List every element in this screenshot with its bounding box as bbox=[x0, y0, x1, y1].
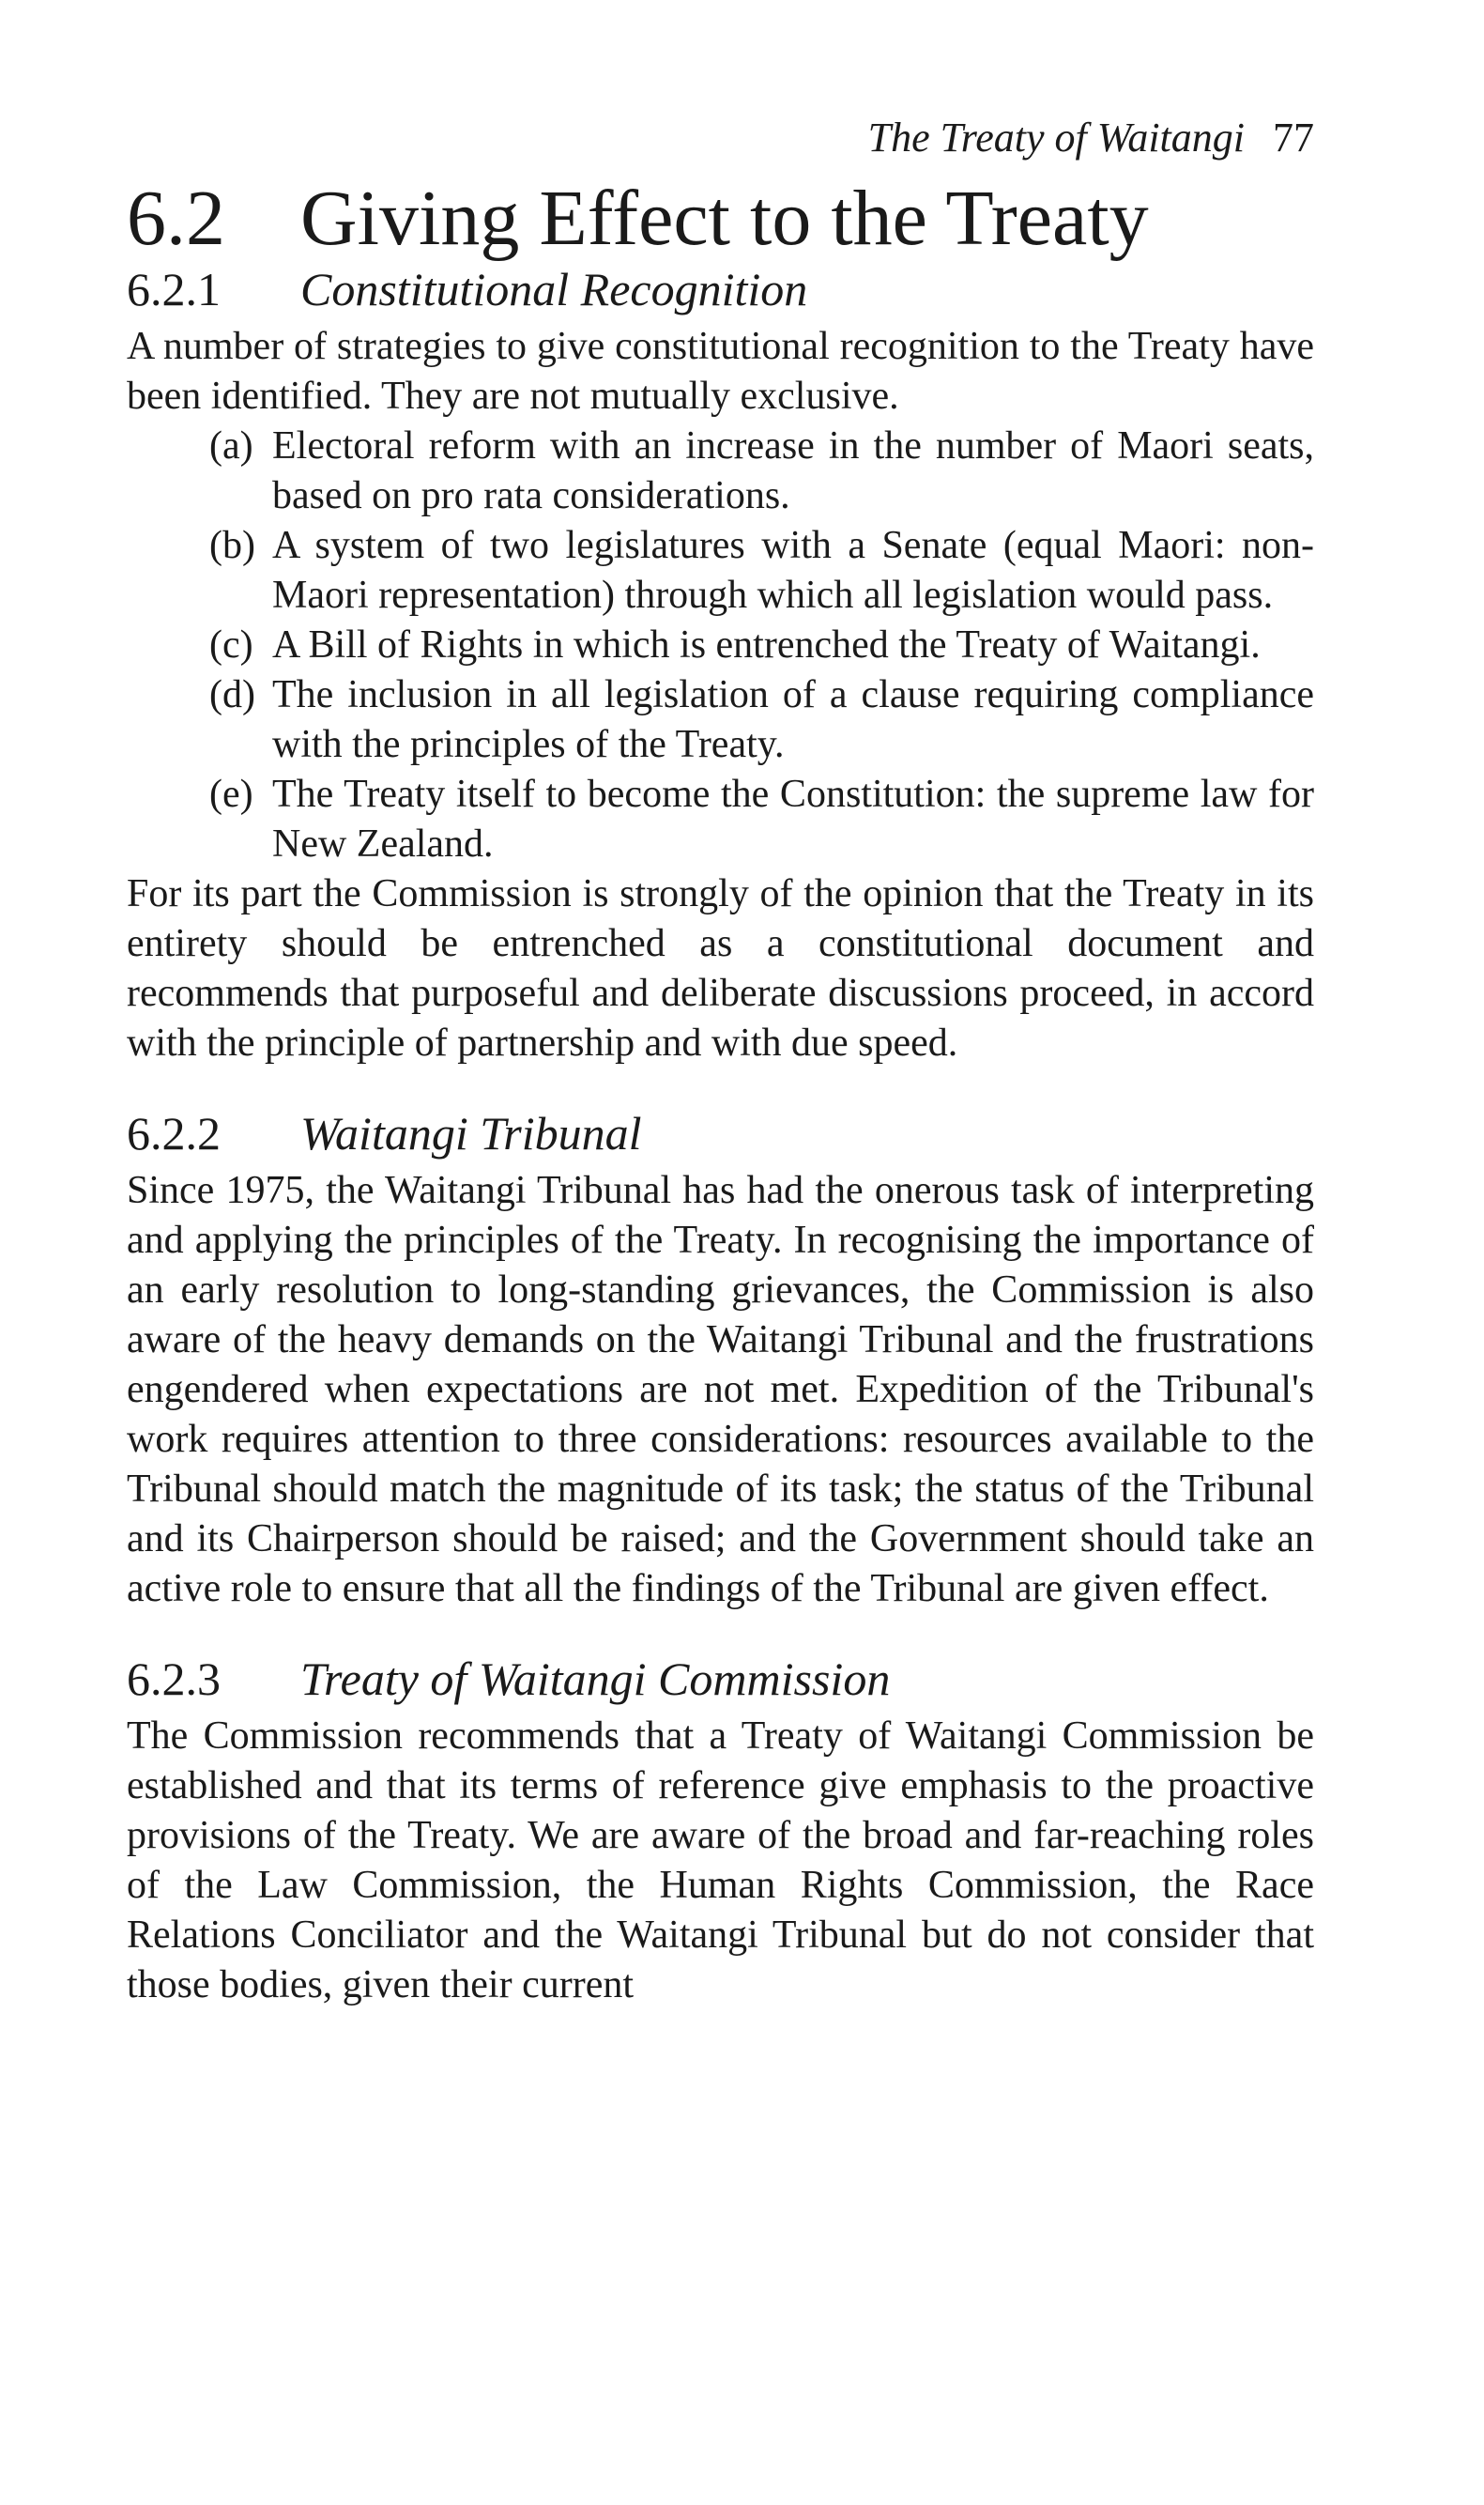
subsection-title: Constitutional Recognition bbox=[300, 263, 808, 315]
commission-paragraph: The Commission recommends that a Treaty of Waitangi Commission be established and that its terms of reference give emphasis to the proactive provisions of the Treaty. We are aware of the broad and far-reaching roles of the Law Commission, the Human Rights Commission, the Race Relations Conciliator and the Waitangi Tribunal but do not consider that those bodies, given their current bbox=[127, 1714, 1314, 2006]
tribunal-paragraph: Since 1975, the Waitangi Tribunal has had the onerous task of interpreting and applying the principles of the Treaty. In recognising the importance of an early resolution to long-standing grievances, the Commission is also aware of the heavy demands on the Waitangi Tribunal and the frustrations engendered when expectations are not met. Expedition of the Tribunal's work requires attention to three considerations: resources available to the Tribunal should match the magnitude of its task; the status of the Tribunal and its Chairperson should be raised; and the Government should take an active role to ensure that all the findings of the Tribunal are given effect. bbox=[127, 1169, 1314, 1610]
list-item bbox=[127, 422, 1314, 521]
subsection-number: 6.2.3 bbox=[127, 1652, 221, 1705]
page-number: 77 bbox=[1273, 115, 1314, 161]
list-item bbox=[127, 670, 1314, 770]
subsection-title: Waitangi Tribunal bbox=[300, 1107, 642, 1160]
subsection-number: 6.2.1 bbox=[127, 263, 221, 315]
closing-paragraph: For its part the Commission is strongly of the opinion that the Treaty in its entirety should be entrenched as a constitutional document and recommends that purposeful and deliberate discussions proceed, in accord with the principle of partnership and with due speed. bbox=[127, 872, 1314, 1065]
subsection-heading-treaty-commission bbox=[127, 1652, 1314, 1705]
intro-paragraph: A number of strategies to give constitutional recognition to the Treaty have been identified. They are not mutually exclusive. bbox=[127, 325, 1314, 418]
running-title: The Treaty of Waitangi bbox=[867, 115, 1245, 161]
list-item-label: (b) bbox=[209, 524, 255, 567]
list-item-label: (d) bbox=[209, 673, 255, 716]
subsection-number: 6.2.2 bbox=[127, 1107, 221, 1160]
list-item-text: A system of two legislatures with a Senate (equal Maori: non-Maori representation) through which all legislation would pass. bbox=[272, 524, 1314, 617]
subsection-heading-waitangi-tribunal bbox=[127, 1107, 1314, 1160]
section-title: Giving Effect to the Treaty bbox=[300, 175, 1149, 262]
running-head bbox=[127, 117, 1314, 159]
list-item-text: The Treaty itself to become the Constitution: the supreme law for New Zealand. bbox=[272, 773, 1314, 866]
list-item-text: A Bill of Rights in which is entrenched the Treaty of Waitangi. bbox=[272, 623, 1261, 667]
strategy-list bbox=[127, 422, 1314, 869]
list-item-label: (a) bbox=[209, 424, 253, 468]
section-heading bbox=[127, 175, 1314, 262]
page bbox=[127, 117, 1314, 2010]
list-item bbox=[127, 521, 1314, 621]
list-item bbox=[127, 770, 1314, 869]
subsection-heading-constitutional-recognition bbox=[127, 263, 1314, 315]
list-item-text: The inclusion in all legislation of a clause requiring compliance with the principles of the Treaty. bbox=[272, 673, 1314, 766]
subsection-title: Treaty of Waitangi Commission bbox=[300, 1652, 891, 1705]
list-item bbox=[127, 621, 1314, 670]
list-item-label: (c) bbox=[209, 623, 253, 667]
list-item-label: (e) bbox=[209, 773, 253, 816]
section-number: 6.2 bbox=[127, 175, 225, 262]
list-item-text: Electoral reform with an increase in the number of Maori seats, based on pro rata considerations. bbox=[272, 424, 1314, 517]
